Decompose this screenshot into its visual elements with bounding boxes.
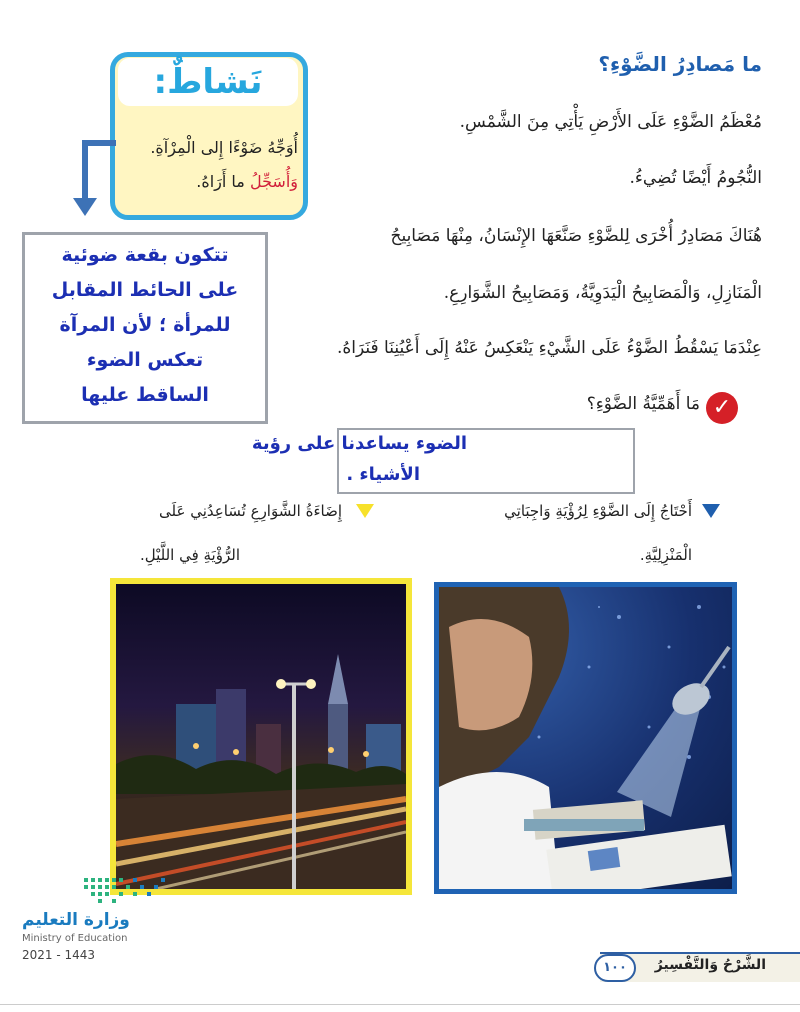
- activity-instruction-rest: ما أَرَاهُ.: [196, 172, 245, 191]
- activity-instruction-2: [196, 172, 298, 191]
- arrow-down-icon: [73, 198, 97, 216]
- answer-line-1: تتكون بقعة ضوئية: [61, 244, 229, 266]
- photo-street-lights: [110, 578, 412, 895]
- body-line-3: هُنَاكَ مَصَادِرُ أُخْرَى لِلضَّوْءِ صَنَّعَهَا الإِنْسَانُ، مِنْهَا مَصَابِيحُ: [390, 226, 762, 246]
- checkmark-icon: ✓: [706, 392, 738, 424]
- answer-line-3: للمرأة ؛ لأن المرآة: [59, 314, 231, 336]
- body-line-4: الْمَنَازِلِ، وَالْمَصَابِيحُ الْيَدَوِيَّةُ، وَمَصَابِيحُ الشَّوَارِعِ.: [443, 283, 762, 303]
- triangle-bullet-icon: [356, 504, 374, 518]
- body-line-5: عِنْدَمَا يَسْقُطُ الضَّوْءُ عَلَى الشَّيْءِ يَنْعَكِسُ عَنْهُ إِلَى أَعْيُنِنَا فَنَرَاهُ.: [336, 338, 762, 358]
- ministry-name-arabic: وزارة التعليم: [22, 910, 130, 930]
- page-number: ١٠٠: [594, 954, 636, 982]
- answer-line-5: الساقط عليها: [81, 384, 209, 406]
- caption-left-line-1: إِضَاءَةُ الشَّوَارِعِ تُسَاعِدُنِي عَلَى: [159, 502, 342, 520]
- answer-line-4: تعكس الضوء: [86, 349, 204, 371]
- triangle-bullet-icon: [702, 504, 720, 518]
- question-text: مَا أَهَمِّيَّةُ الضَّوْءِ؟: [586, 394, 700, 414]
- caption-right-line-1: أَحْتَاجُ إِلَى الضَّوْءِ لِرُؤْيَةِ وَاجِبَاتِي: [504, 502, 692, 520]
- arrow-connector-vertical: [82, 140, 88, 200]
- body-line-2: النُّجُومُ أَيْضًا تُضِيءُ.: [629, 168, 762, 188]
- page-bottom-divider: [0, 1004, 800, 1005]
- ministry-name-english: Ministry of Education: [22, 933, 128, 944]
- ministry-logo-icon: [84, 876, 174, 910]
- footer-section-label: الشَّرْحُ وَالتَّفْسِيرُ: [654, 957, 766, 973]
- answer-line-2: على الحائط المقابل: [51, 279, 239, 301]
- caption-right-line-2: الْمَنْزِلِيَّةِ.: [639, 546, 692, 564]
- question-answer-line-2: الأشياء .: [346, 464, 420, 485]
- section-title: ما مَصادِرُ الضَّوْءِ؟: [598, 52, 762, 76]
- question-answer-line-1: الضوء يساعدنا على رؤية: [251, 433, 467, 454]
- body-line-1: مُعْظَمُ الضَّوْءِ عَلَى الأَرْضِ يَأْتِي مِنَ الشَّمْسِ.: [459, 112, 762, 132]
- activity-highlight: وَأُسَجِّلُ: [249, 172, 298, 191]
- caption-left-line-2: الرُّؤْيَةِ فِي اللَّيْلِ.: [139, 546, 240, 564]
- photo-boy-studying: [434, 582, 737, 894]
- activity-instruction-1: أُوَجِّهُ ضَوْءًا إِلى الْمِرْآةِ.: [150, 138, 298, 157]
- edition-year: 2021 - 1443: [22, 948, 96, 962]
- activity-title: نَشاطٌ:: [118, 58, 298, 106]
